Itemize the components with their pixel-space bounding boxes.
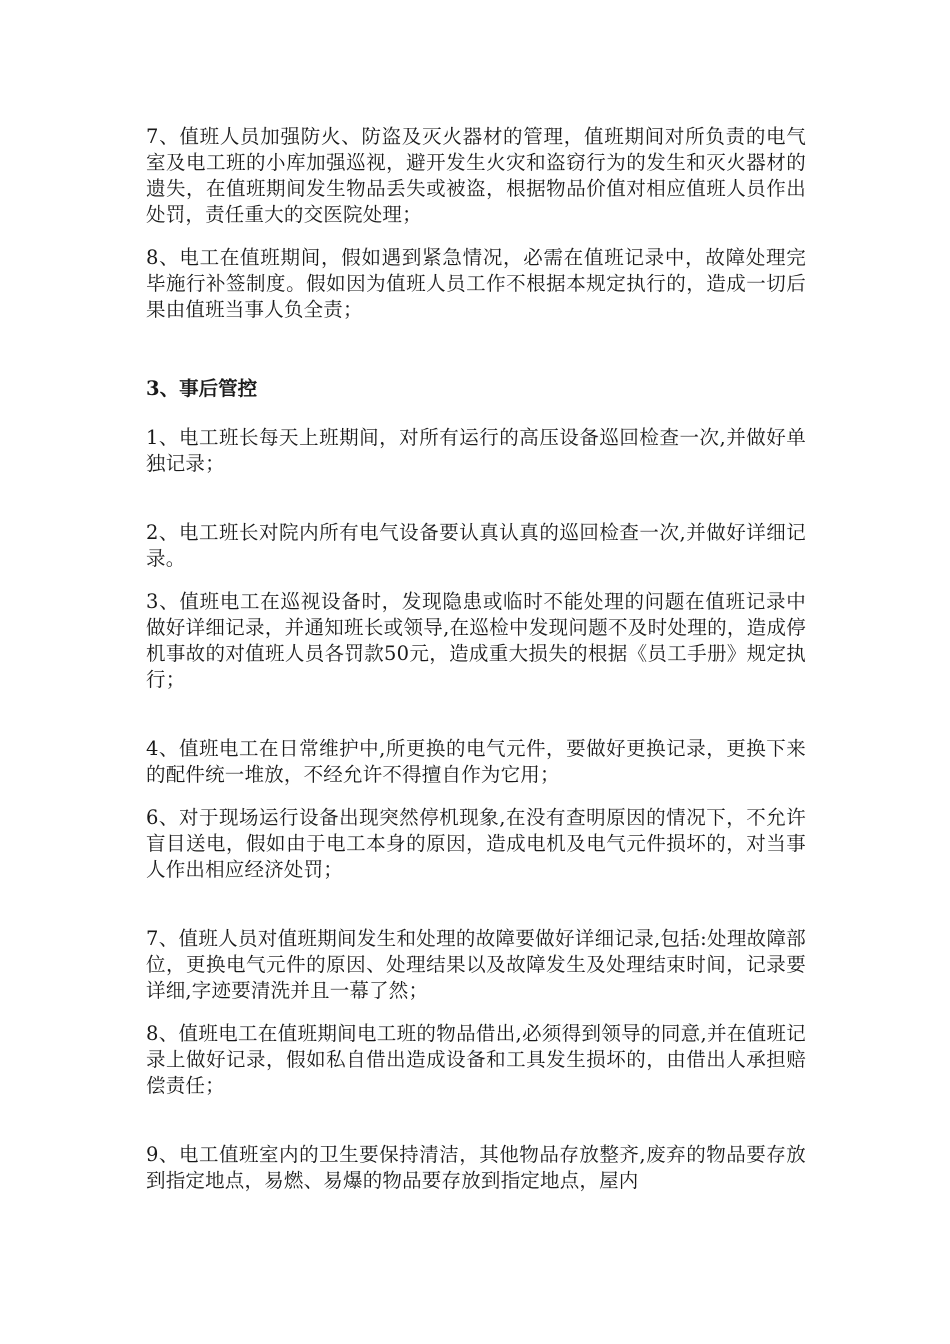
paragraph-4-replacement: 4、值班电工在日常维护中,所更换的电气元件，要做好更换记录，更换下来的配件统一堆放，不经允许不得擅自作为它用； xyxy=(146,737,806,786)
paragraph-7-fire-theft: 7、值班人员加强防火、防盗及灭火器材的管理，值班期间对所负责的电气室及电工班的小库加强巡视，避开发生火灾和盗窃行为的发生和灭火器材的遗失，在值班期间发生物品丢失或被盗，根据物品价值对相应值班人员作出处罚，责任重大的交医院处理； xyxy=(146,125,806,226)
paragraph-7-records: 7、值班人员对值班期间发生和处理的故障要做好详细记录,包括:处理故障部位，更换电气元件的原因、处理结果以及故障发生及处理结束时间，记录要详细,字迹要清洗并且一幕了然； xyxy=(146,927,806,1002)
paragraph-1-inspection: 1、电工班长每天上班期间，对所有运行的高压设备巡回检查一次,并做好单独记录； xyxy=(146,426,806,475)
paragraph-8-lending: 8、值班电工在值班期间电工班的物品借出,必须得到领导的同意,并在值班记录上做好记录，假如私自借出造成设备和工具发生损坏的，由借出人承担赔偿责任； xyxy=(146,1022,806,1097)
paragraph-8-emergency: 8、电工在值班期间，假如遇到紧急情况，必需在值班记录中，故障处理完毕施行补签制度。假如因为值班人员工作不根据本规定执行的，造成一切后果由值班当事人负全责； xyxy=(146,246,806,321)
paragraph-2-inspection: 2、电工班长对院内所有电气设备要认真认真的巡回检查一次,并做好详细记录。 xyxy=(146,521,806,570)
paragraph-6-shutdown: 6、对于现场运行设备出现突然停机现象,在没有查明原因的情况下，不允许盲目送电，假如由于电工本身的原因，造成电机及电气元件损坏的，对当事人作出相应经济处罚； xyxy=(146,806,806,881)
paragraph-3-hazards: 3、值班电工在巡视设备时，发现隐患或临时不能处理的问题在值班记录中做好详细记录，并通知班长或领导,在巡检中发现问题不及时处理的，造成停机事故的对值班人员各罚款50元，造成重大损失的根据《员工手册》规定执行； xyxy=(146,590,806,691)
document-body xyxy=(146,124,806,1194)
paragraph-9-hygiene: 9、电工值班室内的卫生要保持清洁，其他物品存放整齐,废弃的物品要存放到指定地点，易燃、易爆的物品要存放到指定地点，屋内 xyxy=(146,1143,806,1192)
section-heading: 3、事后管控 xyxy=(146,377,258,400)
